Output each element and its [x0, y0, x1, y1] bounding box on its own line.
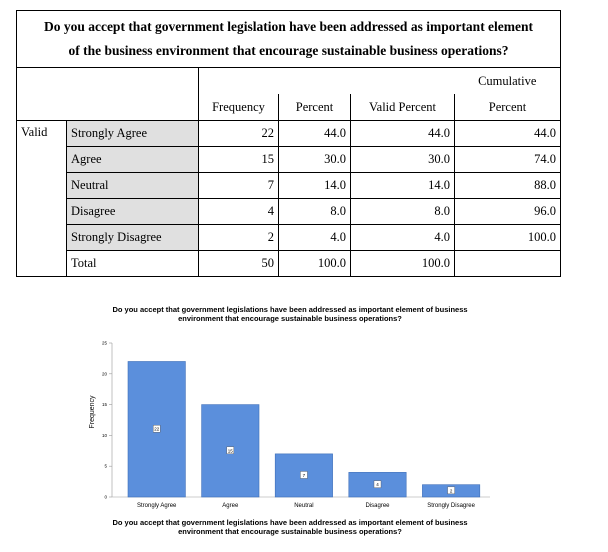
header-blank-2 [67, 68, 199, 95]
cell-percent-total: 100.0 [279, 251, 351, 277]
row-label: Disagree [67, 199, 199, 225]
cell-percent: 8.0 [279, 199, 351, 225]
bar-data-label: 15 [227, 448, 233, 454]
cell-cumulative: 100.0 [455, 225, 561, 251]
chart-title-line-2: environment that encourage sustainable business operations? [178, 314, 402, 323]
cell-percent: 44.0 [279, 121, 351, 147]
cell-cumulative: 96.0 [455, 199, 561, 225]
cell-percent: 14.0 [279, 173, 351, 199]
cell-valid-percent: 4.0 [351, 225, 455, 251]
x-tick-label: Agree [222, 503, 239, 509]
cell-percent: 30.0 [279, 147, 351, 173]
header-frequency: Frequency [199, 94, 279, 121]
cell-frequency-total: 50 [199, 251, 279, 277]
row-label: Strongly Disagree [67, 225, 199, 251]
y-tick-label: 20 [101, 371, 107, 377]
x-tick-label: Strongly Disagree [427, 503, 475, 509]
bar-data-label: 7 [302, 472, 306, 478]
row-label: Strongly Agree [67, 121, 199, 147]
x-tick-label: Disagree [365, 503, 390, 509]
frequency-table [16, 10, 561, 277]
x-axis-label-line-1: Do you accept that government legislations have been addressed as important element of business [112, 518, 468, 527]
cell-percent: 4.0 [279, 225, 351, 251]
cell-frequency: 7 [199, 173, 279, 199]
y-tick-label: 15 [101, 402, 107, 408]
y-tick-label: 5 [104, 463, 107, 469]
cell-frequency: 22 [199, 121, 279, 147]
y-tick-label: 0 [104, 494, 107, 500]
y-tick-label: 25 [101, 340, 107, 346]
cell-frequency: 4 [199, 199, 279, 225]
table-title-line-1: Do you accept that government legislation have been addressed as important element [43, 19, 534, 34]
cell-valid-percent-total: 100.0 [351, 251, 455, 277]
cell-cumulative: 74.0 [455, 147, 561, 173]
header-cumulative-bottom: Percent [455, 94, 561, 121]
x-axis-label-line-2: environment that encourage sustainable business operations? [178, 527, 402, 536]
bar-data-label: 22 [154, 426, 160, 432]
row-label: Agree [67, 147, 199, 173]
x-tick-label: Strongly Agree [137, 503, 177, 509]
cell-valid-percent: 44.0 [351, 121, 455, 147]
chart-title-line-1: Do you accept that government legislations have been addressed as important element of business [112, 305, 468, 314]
cell-cumulative: 44.0 [455, 121, 561, 147]
header-cumulative-top: Cumulative [455, 68, 561, 95]
y-tick-label: 10 [101, 432, 107, 438]
table-title-line-2: of the business environment that encourage sustainable business operations? [68, 43, 509, 58]
header-blank-1 [17, 68, 67, 95]
group-label-valid: Valid [17, 121, 67, 277]
bar-data-label: 4 [376, 482, 379, 488]
cell-frequency: 15 [199, 147, 279, 173]
table-title [17, 11, 561, 68]
cell-valid-percent: 14.0 [351, 173, 455, 199]
cell-cumulative: 88.0 [455, 173, 561, 199]
row-label-total: Total [67, 251, 199, 277]
header-percent: Percent [279, 94, 351, 121]
y-axis-label: Frequency [89, 395, 96, 429]
bar-chart [80, 300, 500, 545]
x-tick-label: Neutral [294, 503, 314, 509]
row-label: Neutral [67, 173, 199, 199]
bar-chart-svg [80, 300, 500, 545]
cell-frequency: 2 [199, 225, 279, 251]
cell-valid-percent: 30.0 [351, 147, 455, 173]
header-valid-percent: Valid Percent [351, 94, 455, 121]
cell-cumulative-total [455, 251, 561, 277]
cell-valid-percent: 8.0 [351, 199, 455, 225]
bar-data-label: 2 [449, 488, 453, 494]
